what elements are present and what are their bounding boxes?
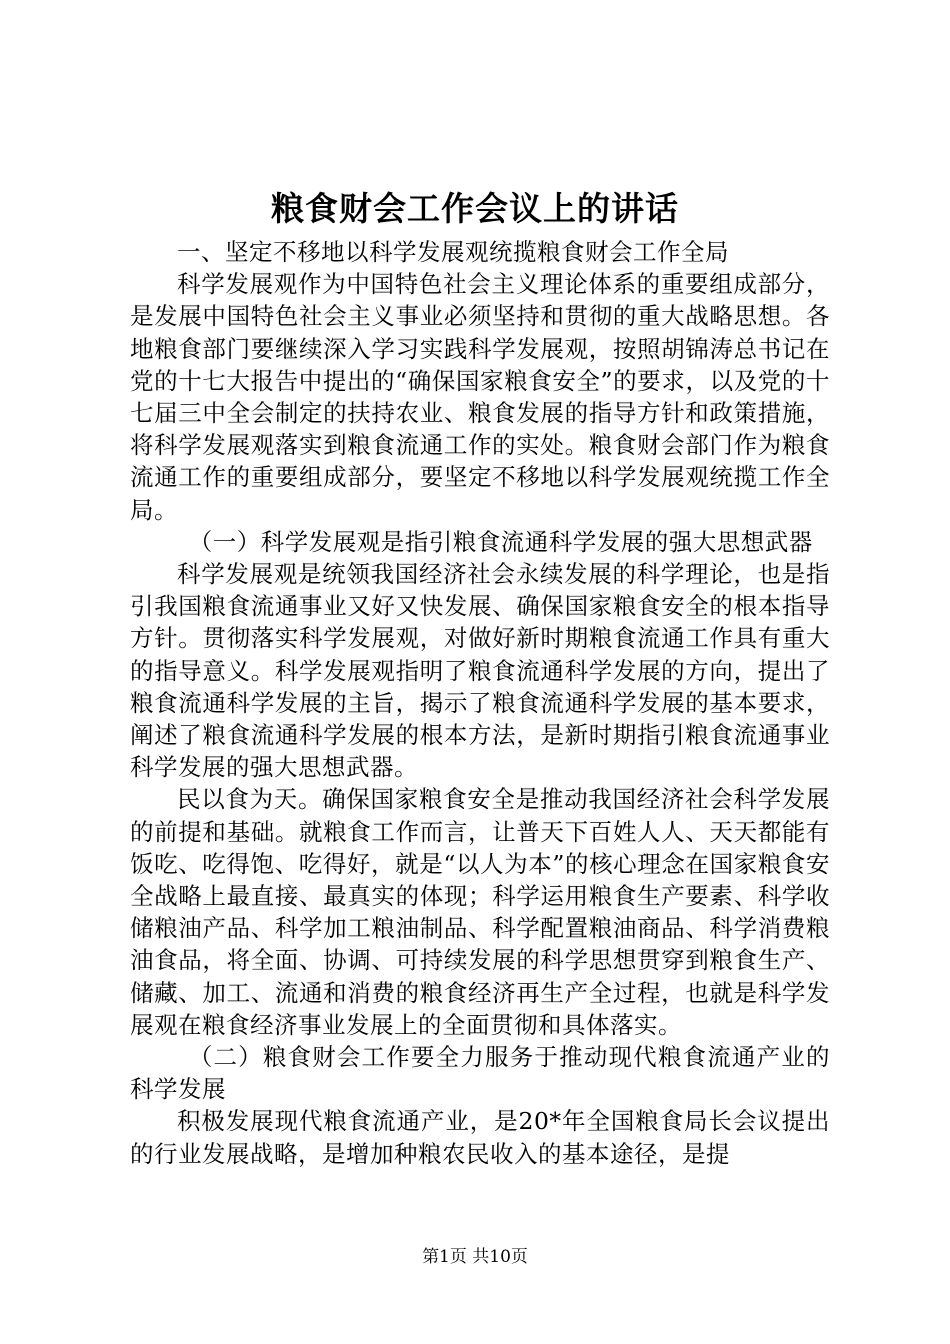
section-heading: 一、坚定不移地以科学发展观统揽粮食财会工作全局 <box>177 238 729 266</box>
subsection-heading: （二）粮食财会工作要全力服务于推动现代粮食流通产业的科学发展 <box>130 1043 830 1104</box>
page-footer: 第1页 共10页 <box>422 1247 528 1267</box>
body-paragraph: 科学发展观是统领我国经济社会永续发展的科学理论，也是指引我国粮食流通事业又好又快发展、确保国家粮食安全的根本指导方针。贯彻落实科学发展观，对做好新时期粮食流通工作具有重大的指导意义。科学发展观指明了粮食流通科学发展的方向，提出了粮食流通科学发展的主旨，揭示了粮食流通科学发展的基本要求，阐述了粮食流通科学发展的根本方法，是新时期指引粮食流通事业科学发展的强大思想武器。 <box>130 560 830 782</box>
document-body <box>130 236 830 1170</box>
body-paragraph: 民以食为天。确保国家粮食安全是推动我国经济社会科学发展的前提和基础。就粮食工作而言，让普天下百姓人人、天天都能有饭吃、吃得饱、吃得好，就是“以人为本”的核心理念在国家粮食安全战略上最直接、最真实的体现；科学运用粮食生产要素、科学收储粮油产品、科学加工粮油制品、科学配置粮油商品、科学消费粮油食品，将全面、协调、可持续发展的科学思想贯穿到粮食生产、储藏、加工、流通和消费的粮食经济再生产全过程，也就是科学发展观在粮食经济事业发展上的全面贯彻和具体落实。 <box>130 785 830 1039</box>
subsection-heading: （一）科学发展观是指引粮食流通科学发展的强大思想武器 <box>188 527 813 556</box>
document-title: 粮食财会工作会议上的讲话 <box>271 189 679 228</box>
body-paragraph: 积极发展现代粮食流通产业，是20*年全国粮食局长会议提出的行业发展战略，是增加种粮农民收入的基本途径，是提 <box>130 1107 830 1168</box>
body-paragraph: 科学发展观作为中国特色社会主义理论体系的重要组成部分，是发展中国特色社会主义事业必须坚持和贯彻的重大战略思想。各地粮食部门要继续深入学习实践科学发展观，按照胡锦涛总书记在党的十七大报告中提出的“确保国家粮食安全”的要求，以及党的十七届三中全会制定的扶持农业、粮食发展的指导方针和政策措施，将科学发展观落实到粮食流通工作的实处。粮食财会部门作为粮食流通工作的重要组成部分，要坚定不移地以科学发展观统揽工作全局。 <box>130 270 830 524</box>
